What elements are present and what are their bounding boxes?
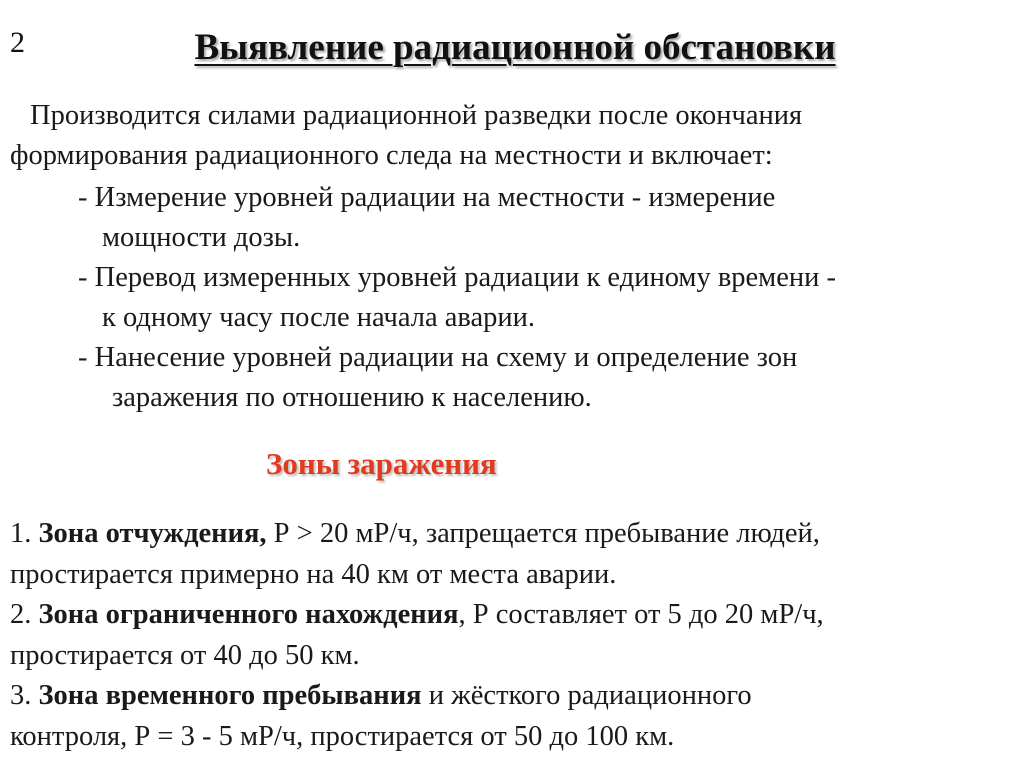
list-item-text: - Измерение уровней радиации на местности - измерение: [78, 182, 776, 213]
list-item-text: заражения по отношению к населению.: [112, 382, 592, 413]
zone-name: Зона ограниченного нахождения: [38, 599, 459, 630]
slide-title: Выявление радиационной обстановки: [194, 27, 836, 68]
list-item-text: к одному часу после начала аварии.: [102, 302, 536, 333]
list-item: [78, 258, 1018, 338]
slide-number: 2: [10, 26, 25, 59]
list-item: [78, 338, 1018, 418]
zones-list: [10, 514, 1010, 757]
zone-number: 3.: [10, 680, 39, 711]
zone-item: [10, 676, 1010, 757]
measures-list: [78, 178, 1018, 418]
zone-item: [10, 595, 1010, 676]
zone-name: Зона отчуждения,: [38, 518, 267, 549]
intro-line: Производится силами радиационной разведки после окончания: [30, 100, 803, 131]
zone-line: [10, 595, 1010, 636]
zone-number: 2.: [10, 599, 39, 630]
zone-number: 1.: [10, 518, 39, 549]
zone-description: и жёсткого радиационного: [421, 680, 752, 711]
zone-line: простирается от 40 до 50 км.: [10, 639, 360, 671]
list-item-text: - Перевод измеренных уровней радиации к единому времени -: [78, 262, 836, 293]
zone-description: Р > 20 мР/ч, запрещается пребывание людей,: [266, 518, 820, 549]
zone-line: [10, 514, 1010, 555]
zone-description: , Р составляет от 5 до 20 мР/ч,: [458, 599, 824, 630]
zone-line: [10, 676, 1010, 717]
zones-heading: Зоны заражения: [266, 446, 497, 481]
zone-item: [10, 514, 1010, 595]
list-item-text: - Нанесение уровней радиации на схему и определение зон: [78, 342, 798, 373]
zone-name: Зона временного пребывания: [38, 680, 422, 711]
zone-line: контроля, Р = 3 - 5 мР/ч, простирается от 50 до 100 км.: [10, 720, 675, 752]
zone-line: простирается примерно на 40 км от места аварии.: [10, 558, 617, 590]
list-item-text: мощности дозы.: [102, 222, 301, 253]
intro-paragraph: [10, 96, 1000, 176]
intro-line: формирования радиационного следа на местности и включает:: [10, 140, 773, 171]
list-item: [78, 178, 1018, 258]
